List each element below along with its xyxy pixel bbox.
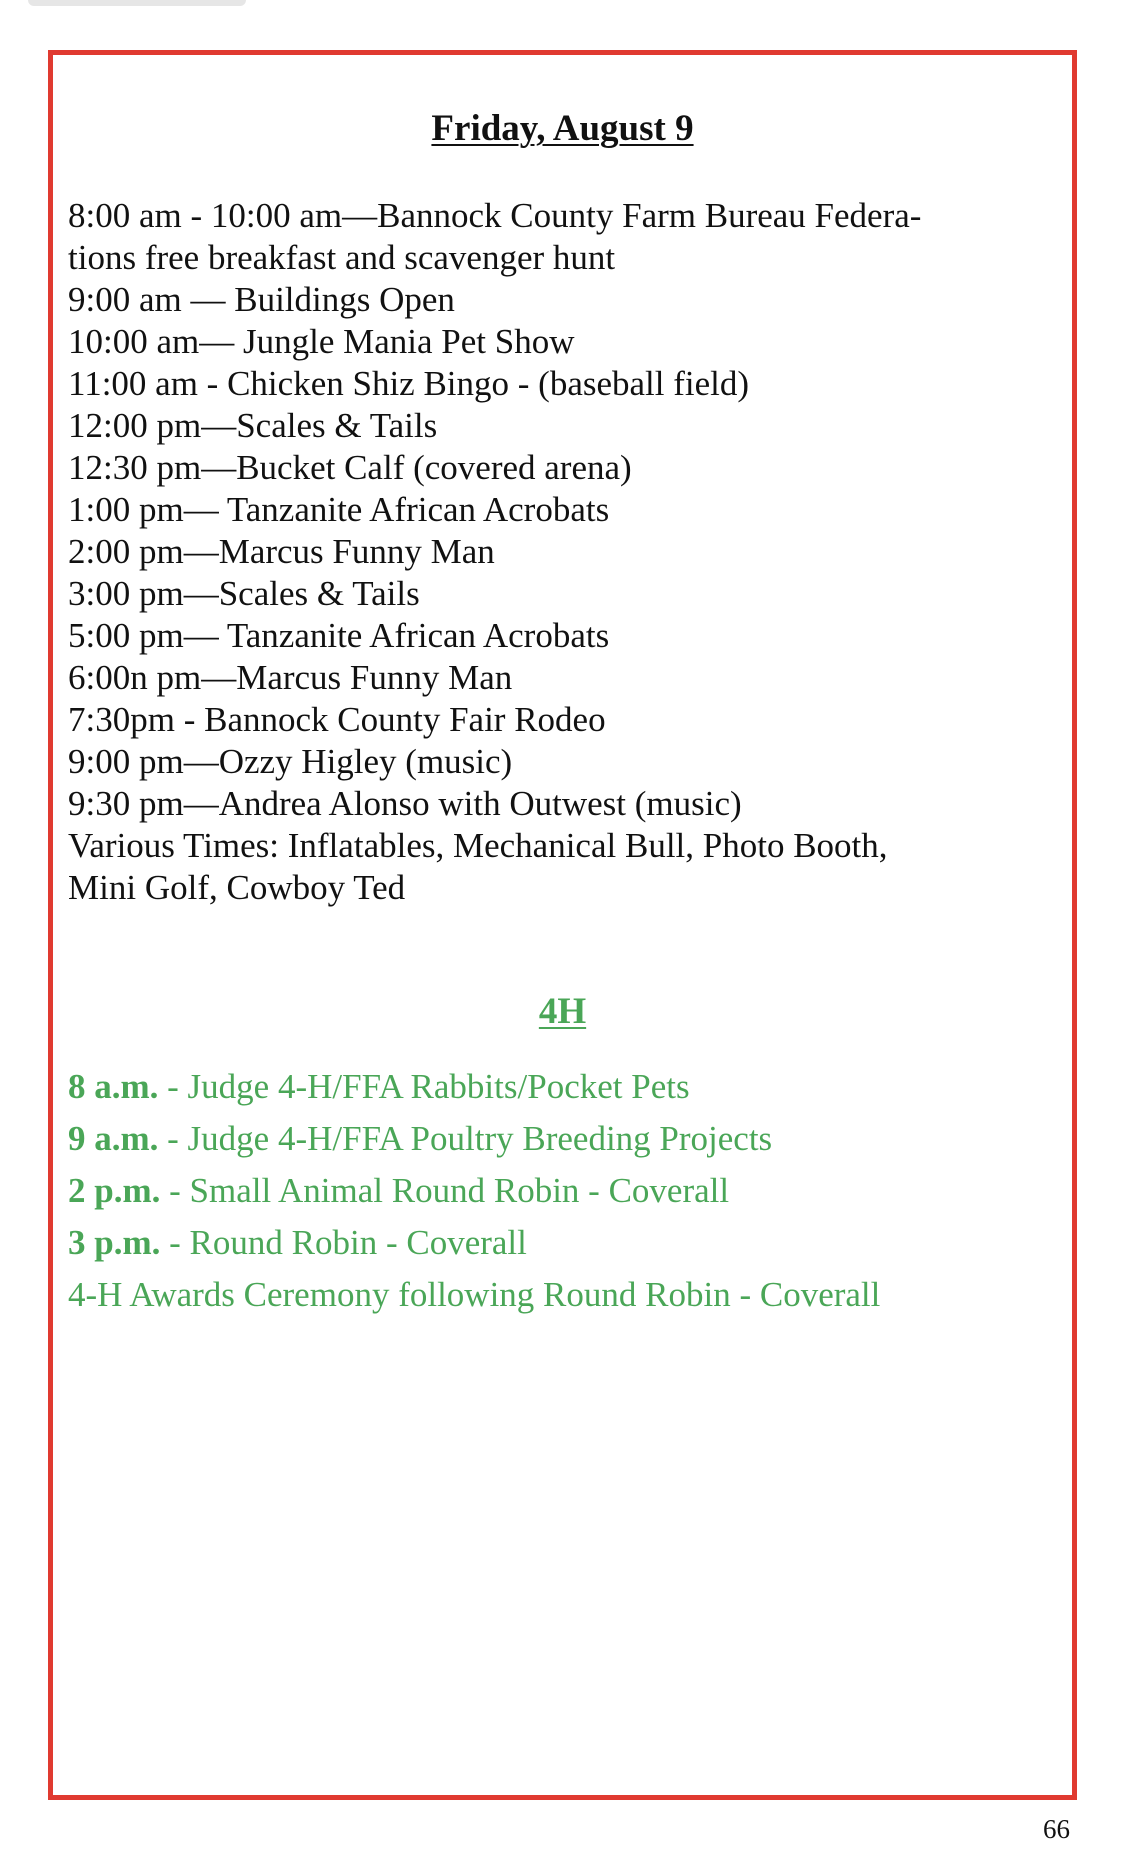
schedule-line: 9:30 pm—Andrea Alonso with Outwest (music): [68, 784, 742, 823]
schedule-line: tions free breakfast and scavenger hunt: [68, 238, 616, 277]
scrollbar-indicator[interactable]: [28, 0, 246, 6]
fourh-item-time: 2 p.m.: [68, 1171, 161, 1210]
fourh-item: [68, 1269, 1068, 1321]
fourh-item-text: - Judge 4-H/FFA Poultry Breeding Projects: [158, 1119, 773, 1158]
fourh-item-time: 8 a.m.: [68, 1067, 159, 1106]
schedule-line: 12:30 pm—Bucket Calf (covered arena): [68, 448, 632, 487]
schedule-line: 7:30pm - Bannock County Fair Rodeo: [68, 700, 606, 739]
schedule-line: 1:00 pm— Tanzanite African Acrobats: [68, 490, 610, 529]
schedule-line: 2:00 pm—Marcus Funny Man: [68, 532, 495, 571]
page-number: 66: [1043, 1814, 1070, 1844]
schedule-frame: [48, 50, 1077, 1800]
fourh-schedule-list: [68, 1061, 1068, 1321]
schedule-line: 6:00n pm—Marcus Funny Man: [68, 658, 513, 697]
fourh-item: [68, 1217, 1068, 1269]
schedule-line: Mini Golf, Cowboy Ted: [68, 868, 406, 907]
section-title-4h: 4H: [538, 991, 587, 1032]
schedule-line: 3:00 pm—Scales & Tails: [68, 574, 420, 613]
fourh-item-text: - Small Animal Round Robin - Coverall: [160, 1171, 730, 1210]
schedule-line: 9:00 am — Buildings Open: [68, 280, 455, 319]
schedule-line: 5:00 pm— Tanzanite African Acrobats: [68, 616, 610, 655]
fourh-item: [68, 1113, 1068, 1165]
fourh-item: [68, 1165, 1068, 1217]
page-title: Friday, August 9: [431, 108, 694, 149]
schedule-line: 8:00 am - 10:00 am—Bannock County Farm Bureau Federa-: [68, 196, 922, 235]
fourh-item-text: 4-H Awards Ceremony following Round Robin - Coverall: [68, 1275, 881, 1314]
fourh-item: [68, 1061, 1068, 1113]
schedule-list: [68, 195, 1068, 909]
schedule-line: Various Times: Inflatables, Mechanical Bull, Photo Booth,: [68, 826, 888, 865]
schedule-line: 11:00 am - Chicken Shiz Bingo - (baseball field): [68, 364, 750, 403]
fourh-item-text: - Judge 4-H/FFA Rabbits/Pocket Pets: [158, 1067, 690, 1106]
schedule-line: 10:00 am— Jungle Mania Pet Show: [68, 322, 575, 361]
schedule-line: 12:00 pm—Scales & Tails: [68, 406, 438, 445]
fourh-item-time: 9 a.m.: [68, 1119, 159, 1158]
fourh-item-time: 3 p.m.: [68, 1223, 161, 1262]
fourh-item-text: - Round Robin - Coverall: [160, 1223, 527, 1262]
schedule-line: 9:00 pm—Ozzy Higley (music): [68, 742, 513, 781]
